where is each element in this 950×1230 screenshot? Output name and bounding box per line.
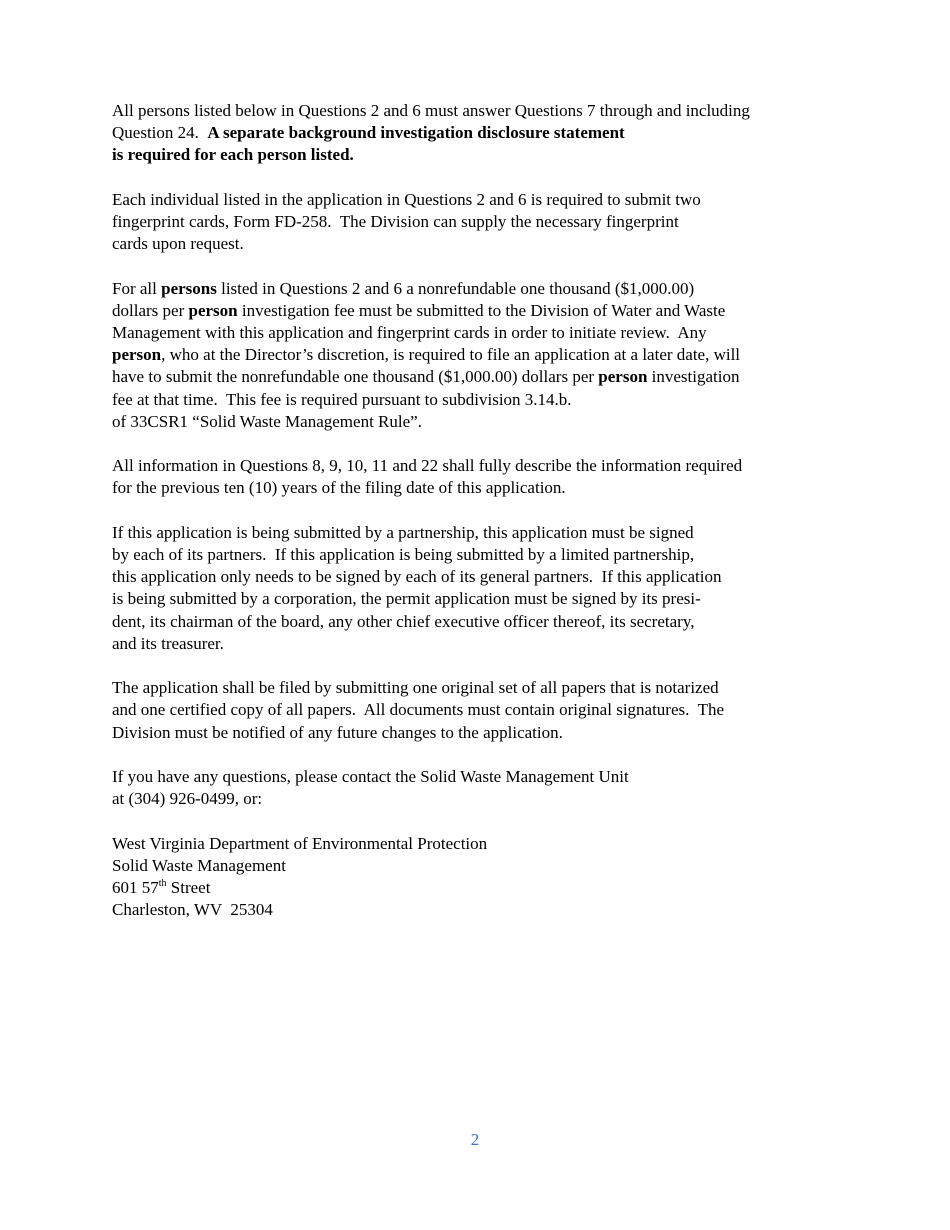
address-line: West Virginia Department of Environmental Protection [112,833,488,853]
text-run: investigation [647,367,740,387]
text-line: for the previous ten (10) years of the filing date of this application. [112,478,566,498]
text-line [112,344,832,366]
text-line: fee at that time. This fee is required pursuant to subdivision 3.14.b. [112,389,572,409]
text-line: and one certified copy of all papers. All documents must contain original signatures. The [112,700,724,720]
text-line: Each individual listed in the application in Questions 2 and 6 is required to submit two [112,189,701,209]
paragraph-signatures [112,522,832,655]
bold-text: is required for each person listed. [112,145,354,165]
text-run: listed in Questions 2 and 6 a nonrefundable one thousand ($1,000.00) [216,278,695,298]
text-line: The application shall be filed by submitting one original set of all papers that is notarized [112,678,719,698]
mailing-address [112,833,832,922]
page-number: 2 [470,1130,480,1149]
ordinal-suffix: th [158,878,167,889]
text-line: Division must be notified of any future changes to the application. [112,722,563,742]
text-line [112,122,832,144]
text-run: investigation fee must be submitted to the Division of Water and Waste [237,300,726,320]
paragraph-fingerprint-cards [112,189,832,256]
bold-text: person [112,345,162,365]
address-line: Solid Waste Management [112,855,286,875]
bold-text: A separate background investigation disclosure statement [207,123,625,143]
address-line [112,877,832,899]
text-line: of 33CSR1 “Solid Waste Management Rule”. [112,411,422,431]
text-line: Management with this application and fingerprint cards in order to initiate review. Any [112,323,707,342]
paragraph-required-answers [112,100,832,167]
text-line: this application only needs to be signed by each of its general partners. If this application [112,567,722,587]
paragraph-filing [112,677,832,744]
text-run: , who at the Director’s discretion, is required to file an application at a later date, will [161,345,741,365]
paragraph-contact [112,766,832,810]
paragraph-investigation-fee [112,278,832,433]
text-line [112,366,832,388]
text-line: fingerprint cards, Form FD-258. The Division can supply the necessary fingerprint [112,212,679,231]
text-line: cards upon request. [112,234,244,254]
text-line: by each of its partners. If this application is being submitted by a limited partnership, [112,545,695,564]
text-line [112,144,832,166]
text-run: dollars per [112,300,189,320]
text-line: is being submitted by a corporation, the permit application must be signed by its presi- [112,589,701,609]
address-line: Charleston, WV 25304 [112,900,273,920]
text-line: dent, its chairman of the board, any other chief executive officer thereof, its secretary, [112,611,695,631]
text-line: All persons listed below in Questions 2 and 6 must answer Questions 7 through and including [112,101,750,120]
bold-text: persons [161,278,217,298]
text-line [112,300,832,322]
text-line [112,278,832,300]
text-run: Street [166,878,211,897]
bold-text: person [188,300,238,320]
text-run: Question 24. [112,123,208,143]
bold-text: person [598,367,648,387]
text-run: 601 57 [112,878,159,897]
text-line: All information in Questions 8, 9, 10, 11 and 22 shall fully describe the information required [112,456,743,476]
text-line: If this application is being submitted by a partnership, this application must be signed [112,522,694,542]
text-line: at (304) 926-0499, or: [112,789,263,809]
text-run: For all [112,278,162,298]
text-run: have to submit the nonrefundable one thousand ($1,000.00) dollars per [112,367,599,387]
document-body [112,100,832,944]
text-line: and its treasurer. [112,633,224,653]
paragraph-ten-year-history [112,455,832,499]
text-line: If you have any questions, please contact the Solid Waste Management Unit [112,767,629,786]
